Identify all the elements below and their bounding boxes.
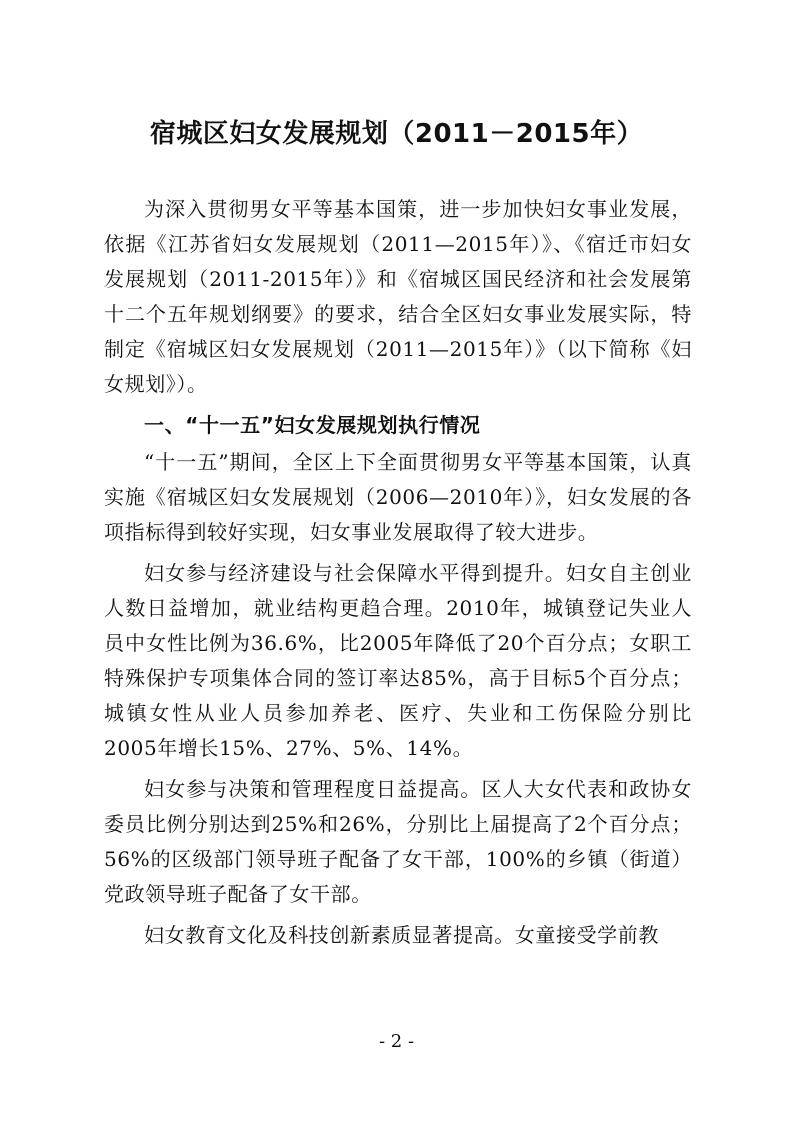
document-title: 宿城区妇女发展规划（2011－2015年） [149, 119, 644, 149]
document-body [104, 192, 692, 953]
section-heading: 一、“十一五”妇女发展规划执行情况 [144, 413, 481, 437]
decision-paragraph: 妇女参与决策和管理程度日益提高。区人大女代表和政协女委员比例分别达到25%和26%，分别比上届提高了2个百分点；56%的区级部门领导班子配备了女干部，100%的乡镇（街道）党政领导班子配备了女干部。 [104, 777, 692, 906]
intro-paragraph: 为深入贯彻男女平等基本国策，进一步加快妇女事业发展，依据《江苏省妇女发展规划（2011—2015年）》、《宿迁市妇女发展规划（2011-2015年）》和《宿城区国民经济和社会发展第十二个五年规划纲要》的要求，结合全区妇女事业发展实际，特制定《宿城区妇女发展规划（2011—2015年）》（以下简称《妇女规划》）。 [104, 197, 692, 396]
summary-paragraph: “十一五”期间，全区上下全面贯彻男女平等基本国策，认真实施《宿城区妇女发展规划（2006—2010年）》，妇女发展的各项指标得到较好实现，妇女事业发展取得了较大进步。 [104, 450, 692, 544]
page-number: - 2 - [378, 1031, 415, 1052]
education-paragraph: 妇女教育文化及科技创新素质显著提高。女童接受学前教 [144, 923, 659, 947]
economic-paragraph: 妇女参与经济建设与社会保障水平得到提升。妇女自主创业人数日益增加，就业结构更趋合理。2010年，城镇登记失业人员中女性比例为36.6%，比2005年降低了20个百分点；女职工特殊保护专项集体合同的签订率达85%，高于目标5个百分点；城镇女性从业人员参加养老、医疗、失业和工伤保险分别比2005年增长15%、27%、5%、14%。 [104, 561, 692, 760]
